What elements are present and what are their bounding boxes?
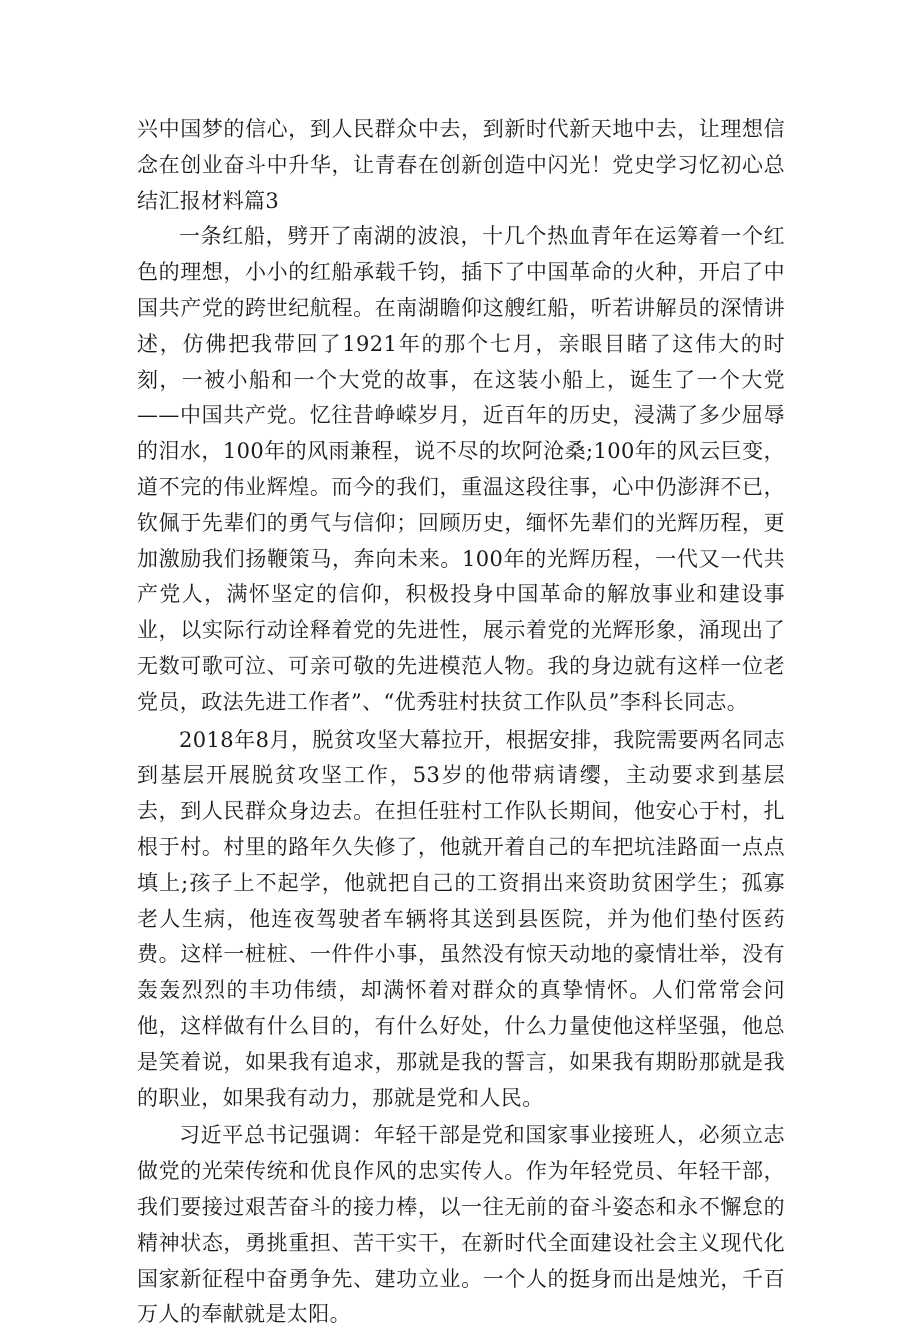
paragraph-continuation: 兴中国梦的信心，到人民群众中去，到新时代新天地中去，让理想信念在创业奋斗中升华，让青春在创新创造中闪光！党史学习忆初心总结汇报材料篇3 xyxy=(137,117,785,213)
paragraph-red-boat: 一条红船，劈开了南湖的波浪，十几个热血青年在运筹着一个红色的理想，小小的红船承载千钧，插下了中国革命的火种，开启了中国共产党的跨世纪航程。在南湖瞻仰这艘红船，听若讲解员的深情讲述，仿佛把我带回了1921年的那个七月，亲眼目睹了这伟大的时刻，一被小船和一个大党的故事，在这装小船上，诞生了一个大党——中国共产党。忆往昔峥嵘岁月，近百年的历史，浸满了多少屈辱的泪水，100年的风雨兼程，说不尽的坎阿沧桑;100年的风云巨变，道不完的伟业辉煌。而今的我们，重温这段往事，心中仍澎湃不已，钦佩于先辈们的勇气与信仰；回顾历史，缅怀先辈们的光辉历程，更加激励我们扬鞭策马，奔向未来。100年的光辉历程，一代又一代共产党人，满怀坚定的信仰，积极投身中国革命的解放事业和建设事业，以实际行动诠释着党的先进性，展示着党的光辉形象，涌现出了无数可歌可泣、可亲可敬的先进模范人物。我的身边就有这样一位老党员，政法先进工作者”、“优秀驻村扶贫工作队员”李科长同志。 xyxy=(137,224,785,714)
paragraph-young-cadres: 习近平总书记强调：年轻干部是党和国家事业接班人，必须立志做党的光荣传统和优良作风的忠实传人。作为年轻党员、年轻干部，我们要接过艰苦奋斗的接力棒，以一往无前的奋斗姿态和永不懈怠的精神状态，勇挑重担、苦干实干，在新时代全面建设社会主义现代化国家新征程中奋勇争先、建功立业。一个人的挺身而出是烛光，千百万人的奉献就是太阳。 xyxy=(137,1123,785,1327)
document-page xyxy=(137,112,785,1333)
paragraph-poverty-alleviation: 2018年8月，脱贫攻坚大幕拉开，根据安排，我院需要两名同志到基层开展脱贫攻坚工作，53岁的他带病请缨，主动要求到基层去，到人民群众身边去。在担任驻村工作队长期间，他安心于村，扎根于村。村里的路年久失修了，他就开着自己的车把坑洼路面一点点填上;孩子上不起学，他就把自己的工资捐出来资助贫困学生；孤寡老人生病，他连夜驾驶者车辆将其送到县医院，并为他们垫付医药费。这样一桩桩、一件件小事，虽然没有惊天动地的豪情壮举，没有轰轰烈烈的丰功伟绩，却满怀着对群众的真挚情怀。人们常常会问他，这样做有什么目的，有什么好处，什么力量使他这样坚强，他总是笑着说，如果我有追求，那就是我的誓言，如果我有期盼那就是我的职业，如果我有动力，那就是党和人民。 xyxy=(137,727,785,1110)
